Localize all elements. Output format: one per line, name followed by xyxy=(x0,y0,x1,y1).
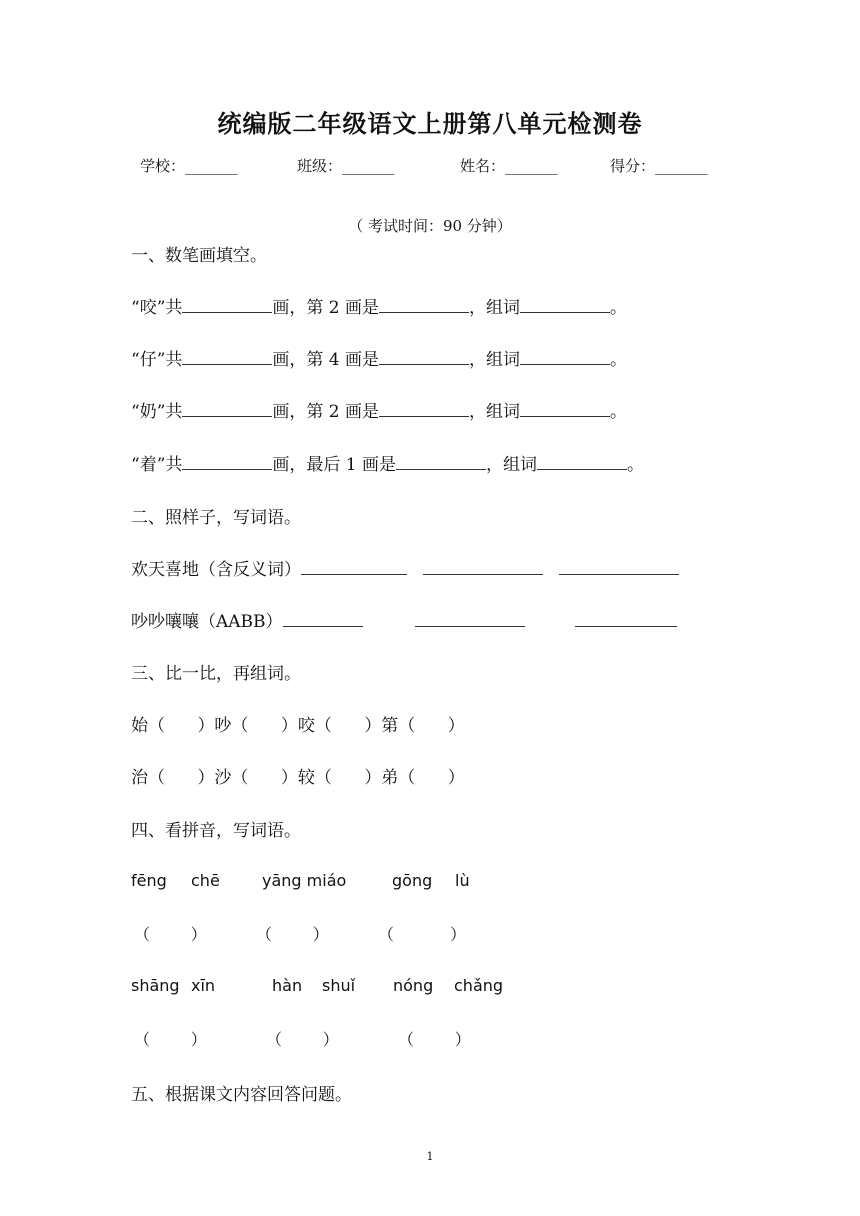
section5-heading: 五、根据课文内容回答问题。 xyxy=(131,1085,352,1105)
stroke-question-1 xyxy=(131,293,627,318)
question-text: 画，第 2 画是 xyxy=(272,298,380,318)
answer-blank[interactable] xyxy=(182,295,272,313)
section2-heading: 二、照样子，写词语。 xyxy=(131,508,301,528)
compare-row-2 xyxy=(131,763,465,788)
compare-item: 始（ xyxy=(131,716,165,736)
school-field xyxy=(140,155,238,176)
pinyin-syllable: hàn xyxy=(272,976,303,995)
compare-item: 治（ xyxy=(131,768,165,788)
pinyin-syllable: yāng miáo xyxy=(262,871,347,890)
answer-blank[interactable] xyxy=(379,399,469,417)
compare-row-1 xyxy=(131,711,465,736)
compare-item: ）弟（ xyxy=(364,768,416,788)
stroke-question-4 xyxy=(131,450,644,475)
pinyin-syllable: chē xyxy=(191,871,220,890)
pinyin-syllable: shuǐ xyxy=(322,976,356,995)
answer-blank[interactable] xyxy=(520,295,610,313)
score-blank[interactable]: _______ xyxy=(655,157,708,175)
question-text: 画，第 2 画是 xyxy=(272,402,380,422)
stroke-question-2 xyxy=(131,345,627,370)
compare-item: ）较（ xyxy=(280,768,332,788)
word-pattern-question-1 xyxy=(131,555,679,580)
question-text: ，组词 xyxy=(469,298,521,318)
question-text: ，组词 xyxy=(486,455,538,475)
answer-blank[interactable] xyxy=(423,557,543,575)
pinyin-syllable: fēng xyxy=(131,871,167,890)
compare-item: ）吵（ xyxy=(197,716,249,736)
school-blank[interactable]: _______ xyxy=(185,157,238,175)
pinyin-syllable: chǎng xyxy=(454,976,504,995)
answer-blank[interactable] xyxy=(182,452,272,470)
answer-blank[interactable] xyxy=(182,347,272,365)
pinyin-syllable: xīn xyxy=(191,976,216,995)
answer-blank[interactable] xyxy=(559,557,679,575)
exam-time-note: （ 考试时间：90 分钟） xyxy=(348,217,512,235)
question-text: “奶”共 xyxy=(131,402,183,422)
answer-blank[interactable] xyxy=(301,557,407,575)
page-title: 统编版二年级语文上册第八单元检测卷 xyxy=(217,110,643,138)
name-field xyxy=(460,155,558,176)
pinyin-syllable: lù xyxy=(455,871,470,890)
question-text: 欢天喜地（含反义词） xyxy=(131,560,301,580)
pinyin-syllable: nóng xyxy=(393,976,434,995)
score-field xyxy=(610,155,708,176)
answer-parens[interactable]: （ ） xyxy=(398,1030,471,1049)
question-text: 画，第 4 画是 xyxy=(272,350,380,370)
compare-item: ）第（ xyxy=(364,716,416,736)
answer-parens[interactable]: （ ） xyxy=(266,1030,339,1049)
pinyin-syllable: shāng xyxy=(131,976,180,995)
answer-blank[interactable] xyxy=(182,399,272,417)
answer-blank[interactable] xyxy=(537,452,627,470)
name-blank[interactable]: _______ xyxy=(505,157,558,175)
question-text: 。 xyxy=(610,402,628,422)
question-text: 吵吵嚷嚷（AABB） xyxy=(131,612,283,632)
question-text: ，组词 xyxy=(469,350,521,370)
answer-blank[interactable] xyxy=(520,399,610,417)
compare-item: ）咬（ xyxy=(280,716,332,736)
page-number: 1 xyxy=(426,1150,434,1163)
compare-item: ） xyxy=(447,768,465,788)
answer-blank[interactable] xyxy=(379,295,469,313)
class-label: 班级： xyxy=(297,157,343,175)
answer-blank[interactable] xyxy=(283,609,363,627)
school-label: 学校： xyxy=(140,157,186,175)
stroke-question-3 xyxy=(131,397,627,422)
name-label: 姓名： xyxy=(460,157,506,175)
class-field xyxy=(297,155,395,176)
score-label: 得分： xyxy=(610,157,656,175)
pinyin-syllable: gōng xyxy=(392,871,433,890)
question-text: “仔”共 xyxy=(131,350,183,370)
question-text: 。 xyxy=(627,455,645,475)
answer-blank[interactable] xyxy=(396,452,486,470)
answer-blank[interactable] xyxy=(415,609,525,627)
answer-parens[interactable]: （ ） xyxy=(134,925,207,944)
section3-heading: 三、比一比，再组词。 xyxy=(131,664,301,684)
question-text: 画，最后 1 画是 xyxy=(272,455,397,475)
answer-blank[interactable] xyxy=(379,347,469,365)
section4-heading: 四、看拼音，写词语。 xyxy=(131,821,301,841)
question-text: 。 xyxy=(610,350,628,370)
question-text: “着”共 xyxy=(131,455,183,475)
answer-blank[interactable] xyxy=(520,347,610,365)
word-pattern-question-2 xyxy=(131,607,677,632)
answer-parens[interactable]: （ ） xyxy=(378,925,466,944)
question-text: 。 xyxy=(610,298,628,318)
answer-parens[interactable]: （ ） xyxy=(134,1030,207,1049)
answer-parens[interactable]: （ ） xyxy=(256,925,329,944)
class-blank[interactable]: _______ xyxy=(342,157,395,175)
answer-blank[interactable] xyxy=(575,609,677,627)
question-text: “咬”共 xyxy=(131,298,183,318)
compare-item: ）沙（ xyxy=(197,768,249,788)
section1-heading: 一、数笔画填空。 xyxy=(131,246,267,266)
question-text: ，组词 xyxy=(469,402,521,422)
compare-item: ） xyxy=(447,716,465,736)
